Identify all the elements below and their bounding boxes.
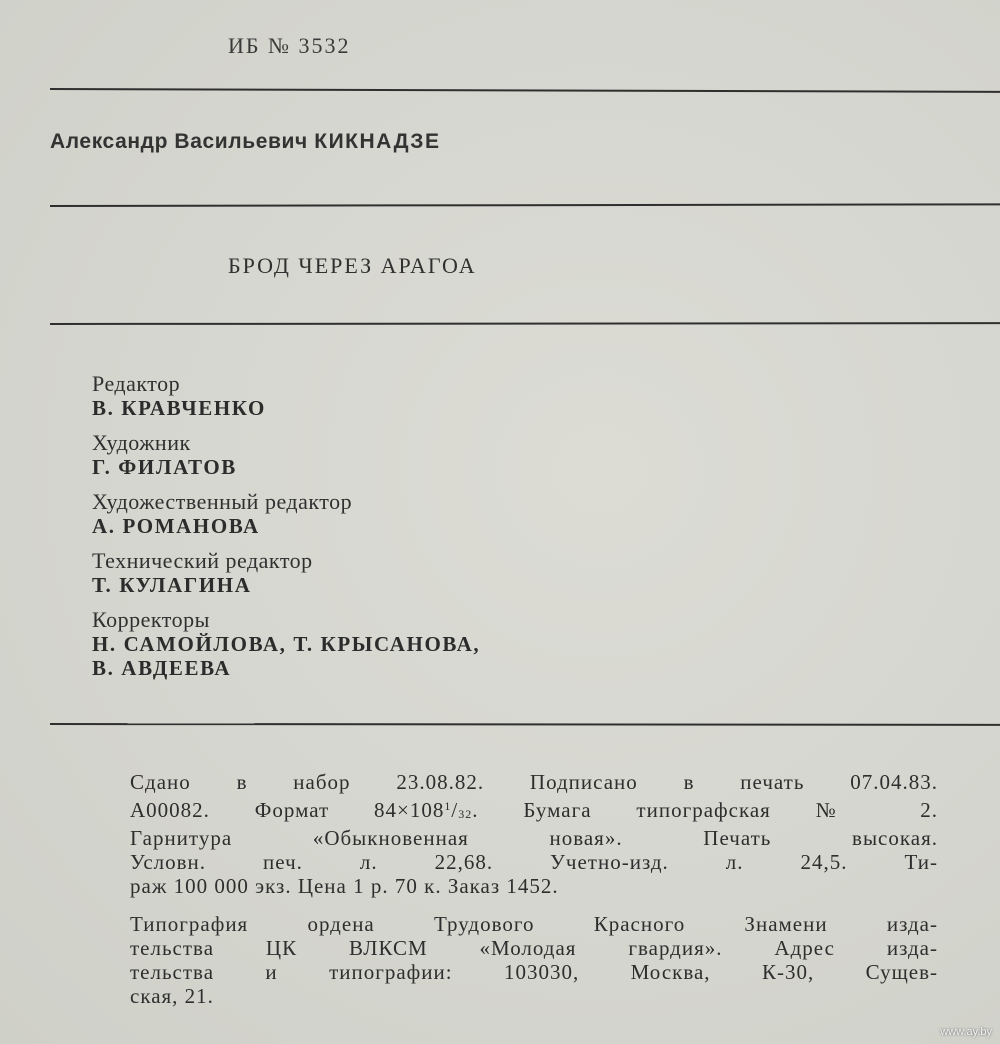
credit-role: Технический редактор bbox=[92, 548, 313, 573]
credit-name: Н. САМОЙЛОВА, Т. КРЫСАНОВА, bbox=[92, 632, 481, 656]
divider-rule-2 bbox=[50, 203, 1000, 207]
divider-rule-1 bbox=[50, 88, 1000, 93]
printer-line: ская, 21. bbox=[130, 984, 214, 1008]
credit-role: Художественный редактор bbox=[92, 489, 353, 514]
printer-line: тельства ЦК ВЛКСМ «Молодая гвардия». Адрес изда- bbox=[130, 936, 938, 960]
credit-technical-editor bbox=[92, 549, 692, 597]
credit-name: В. КРАВЧЕНКО bbox=[92, 396, 266, 420]
credit-name: В. АВДЕЕВА bbox=[92, 656, 232, 680]
divider-rule-4 bbox=[50, 723, 1000, 726]
credit-name: Т. КУЛАГИНА bbox=[92, 573, 252, 597]
author-name bbox=[50, 130, 440, 154]
credit-proofreaders bbox=[92, 608, 692, 680]
printer-line: Типография ордена Трудового Красного Знамени изда- bbox=[130, 912, 938, 936]
credit-editor bbox=[92, 372, 692, 420]
ib-number: ИБ № 3532 bbox=[228, 33, 351, 58]
print-details bbox=[130, 770, 938, 898]
author-given-names: Александр Васильевич bbox=[50, 130, 308, 153]
author-surname: КИКНАДЗЕ bbox=[314, 130, 441, 153]
printer-details bbox=[130, 912, 938, 1008]
credit-name: А. РОМАНОВА bbox=[92, 514, 260, 538]
credit-role: Редактор bbox=[92, 371, 181, 396]
credit-role: Художник bbox=[92, 430, 191, 455]
print-line: раж 100 000 экз. Цена 1 р. 70 к. Заказ 1452. bbox=[130, 874, 559, 898]
credit-artist bbox=[92, 431, 692, 479]
colophon-text bbox=[130, 770, 938, 1008]
credit-role: Корректоры bbox=[92, 607, 210, 632]
divider-rule-3 bbox=[50, 322, 1000, 325]
credit-name: Г. ФИЛАТОВ bbox=[92, 455, 237, 479]
print-line: Гарнитура «Обыкновенная новая». Печать высокая. bbox=[130, 826, 938, 850]
print-line-format: А00082. Формат $84\times 108^1/32$. Бумага типографская № 2. bbox=[130, 798, 938, 822]
credits-list bbox=[92, 372, 692, 691]
book-title: БРОД ЧЕРЕЗ АРАГОА bbox=[228, 253, 477, 278]
printer-line: тельства и типографии: 103030, Москва, К-30, Сущев- bbox=[130, 960, 938, 984]
print-line: Сдано в набор 23.08.82. Подписано в печать 07.04.83. bbox=[130, 770, 938, 794]
print-line: Условн. печ. л. 22,68. Учетно-изд. л. 24,5. Ти- bbox=[130, 850, 938, 874]
credit-art-editor bbox=[92, 490, 692, 538]
site-watermark: www.ay.by bbox=[940, 1026, 992, 1038]
